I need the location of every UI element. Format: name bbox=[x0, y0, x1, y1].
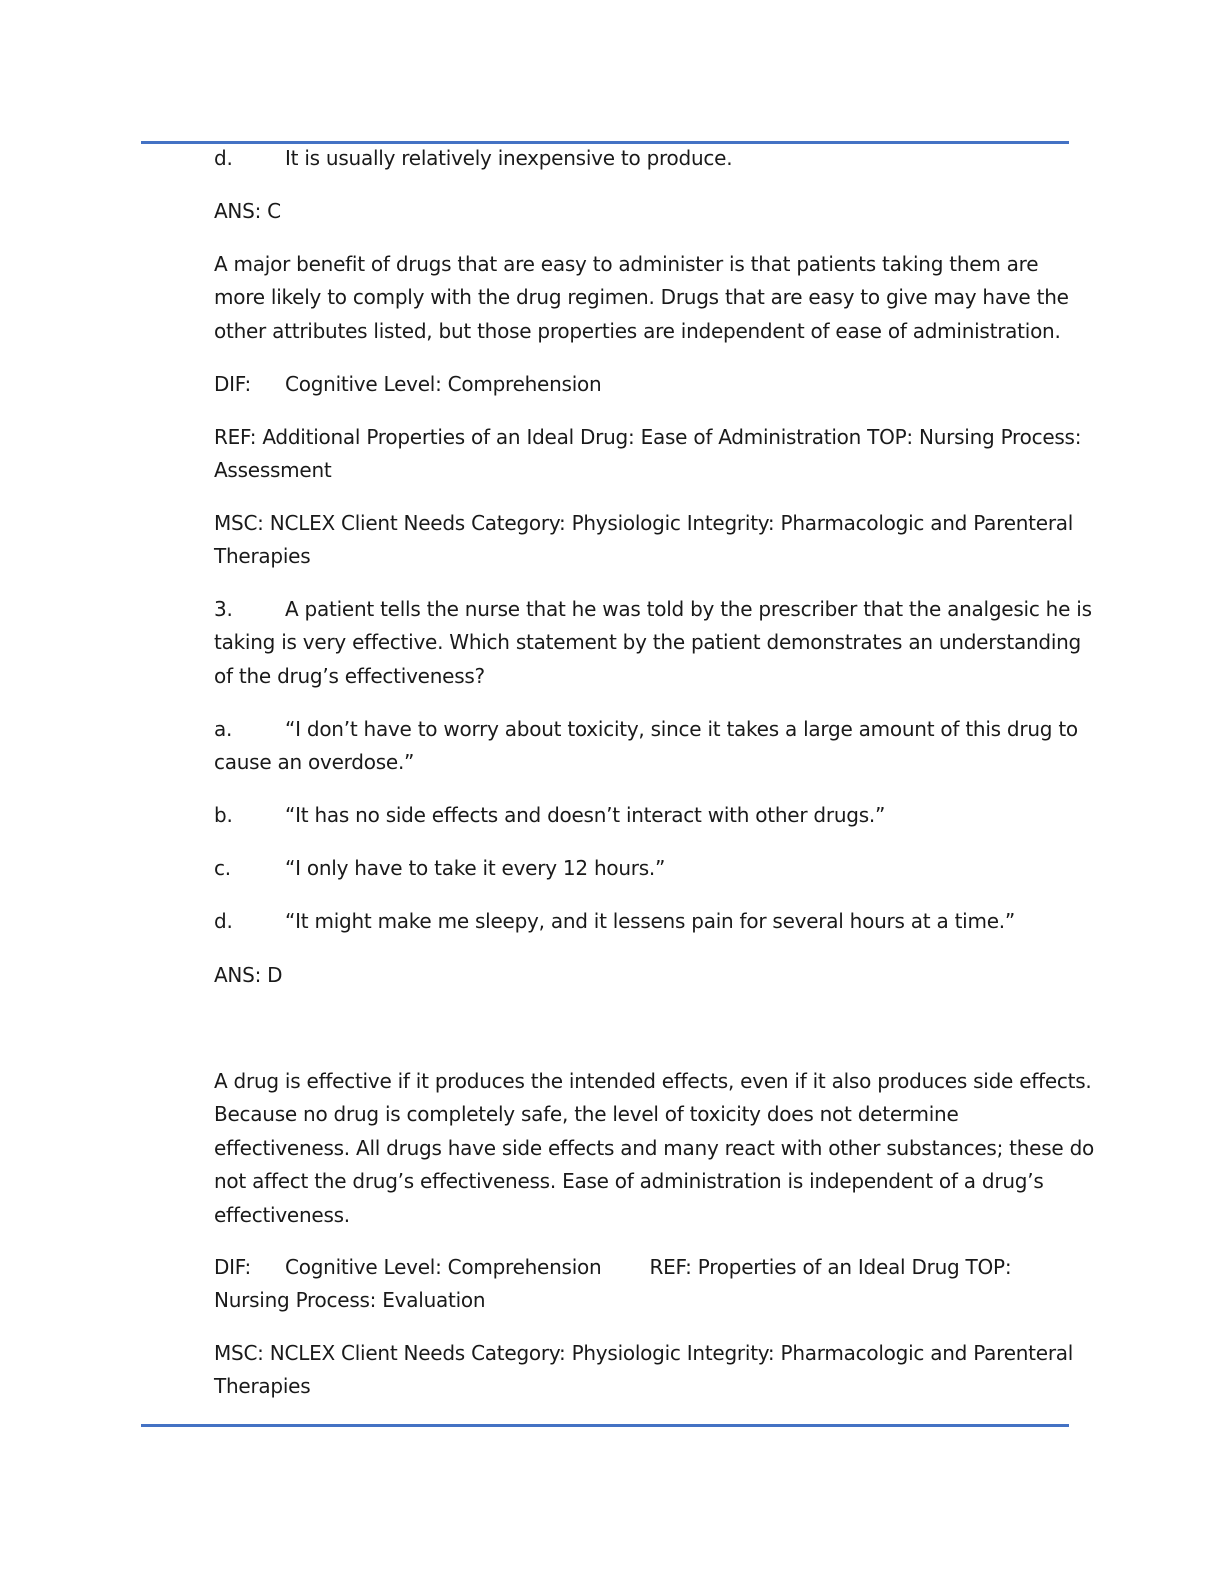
q3-option-a bbox=[214, 713, 1078, 780]
ref-line: Assessment bbox=[214, 458, 332, 483]
option-text: “It has no side effects and doesn’t interact with other drugs.” bbox=[285, 803, 886, 827]
msc-line: Therapies bbox=[214, 1374, 311, 1399]
dif-value: Cognitive Level: Comprehension bbox=[285, 372, 602, 396]
ref-line: Nursing Process: Evaluation bbox=[214, 1288, 486, 1313]
option-text: “It might make me sleepy, and it lessens pain for several hours at a time.” bbox=[285, 909, 1015, 933]
rationale-line: more likely to comply with the drug regimen. Drugs that are easy to give may have the bbox=[214, 285, 1069, 310]
question-line: of the drug’s effectiveness? bbox=[214, 663, 485, 688]
option-label: a. bbox=[214, 717, 233, 741]
question-line: taking is very effective. Which statement by the patient demonstrates an understanding bbox=[214, 630, 1081, 655]
rationale-line: other attributes listed, but those properties are independent of ease of administration. bbox=[214, 318, 1061, 343]
q3-dif-ref bbox=[214, 1251, 1074, 1318]
prev-option-d bbox=[214, 142, 1074, 175]
q2-dif bbox=[214, 368, 1074, 401]
q3-question bbox=[214, 593, 1092, 693]
option-label: d. bbox=[214, 146, 233, 170]
option-label: b. bbox=[214, 803, 233, 827]
q2-ref bbox=[214, 421, 1082, 488]
ref-inline: REF: Properties of an Ideal Drug TOP: bbox=[649, 1255, 1012, 1279]
dif-label: DIF: bbox=[214, 372, 251, 396]
ref-line: REF: Additional Properties of an Ideal Drug: Ease of Administration TOP: Nursing Process: bbox=[214, 425, 1082, 449]
rationale-line: Because no drug is completely safe, the level of toxicity does not determine bbox=[214, 1102, 959, 1127]
option-text: “I only have to take it every 12 hours.” bbox=[285, 856, 666, 880]
question-line bbox=[214, 593, 1092, 626]
dif-label: DIF: bbox=[214, 1255, 251, 1279]
rationale-line: effectiveness. bbox=[214, 1202, 350, 1227]
q2-answer: ANS: C bbox=[214, 199, 281, 223]
rationale-line: A drug is effective if it produces the intended effects, even if it also produces side effects. bbox=[214, 1069, 1092, 1093]
dif-ref-line bbox=[214, 1251, 1074, 1284]
q3-rationale bbox=[214, 1065, 1094, 1232]
rationale-line: not affect the drug’s effectiveness. Ease of administration is independent of a drug’s bbox=[214, 1169, 1044, 1194]
q2-msc bbox=[214, 507, 1074, 574]
q3-option-b bbox=[214, 799, 1074, 832]
q3-msc bbox=[214, 1337, 1074, 1404]
msc-line: Therapies bbox=[214, 544, 311, 569]
q3-option-d bbox=[214, 905, 1074, 938]
q3-answer: ANS: D bbox=[214, 963, 283, 987]
rationale-line: A major benefit of drugs that are easy to administer is that patients taking them are bbox=[214, 252, 1039, 276]
rationale-line: effectiveness. All drugs have side effects and many react with other substances; these do bbox=[214, 1135, 1094, 1160]
q2-rationale bbox=[214, 248, 1074, 348]
option-text: It is usually relatively inexpensive to produce. bbox=[285, 146, 733, 170]
question-text: A patient tells the nurse that he was told by the prescriber that the analgesic he is bbox=[285, 597, 1092, 621]
option-line bbox=[214, 713, 1078, 746]
msc-line: MSC: NCLEX Client Needs Category: Physiologic Integrity: Pharmacologic and Parenteral bbox=[214, 1341, 1074, 1365]
option-label: d. bbox=[214, 909, 233, 933]
option-label: c. bbox=[214, 856, 231, 880]
msc-line: MSC: NCLEX Client Needs Category: Physiologic Integrity: Pharmacologic and Parenteral bbox=[214, 511, 1074, 535]
bottom-divider bbox=[141, 1424, 1069, 1427]
option-line: cause an overdose.” bbox=[214, 750, 415, 775]
question-number: 3. bbox=[214, 597, 233, 621]
q3-option-c bbox=[214, 852, 1074, 885]
option-text: “I don’t have to worry about toxicity, since it takes a large amount of this drug to bbox=[285, 717, 1078, 741]
dif-value: Cognitive Level: Comprehension bbox=[285, 1255, 602, 1279]
